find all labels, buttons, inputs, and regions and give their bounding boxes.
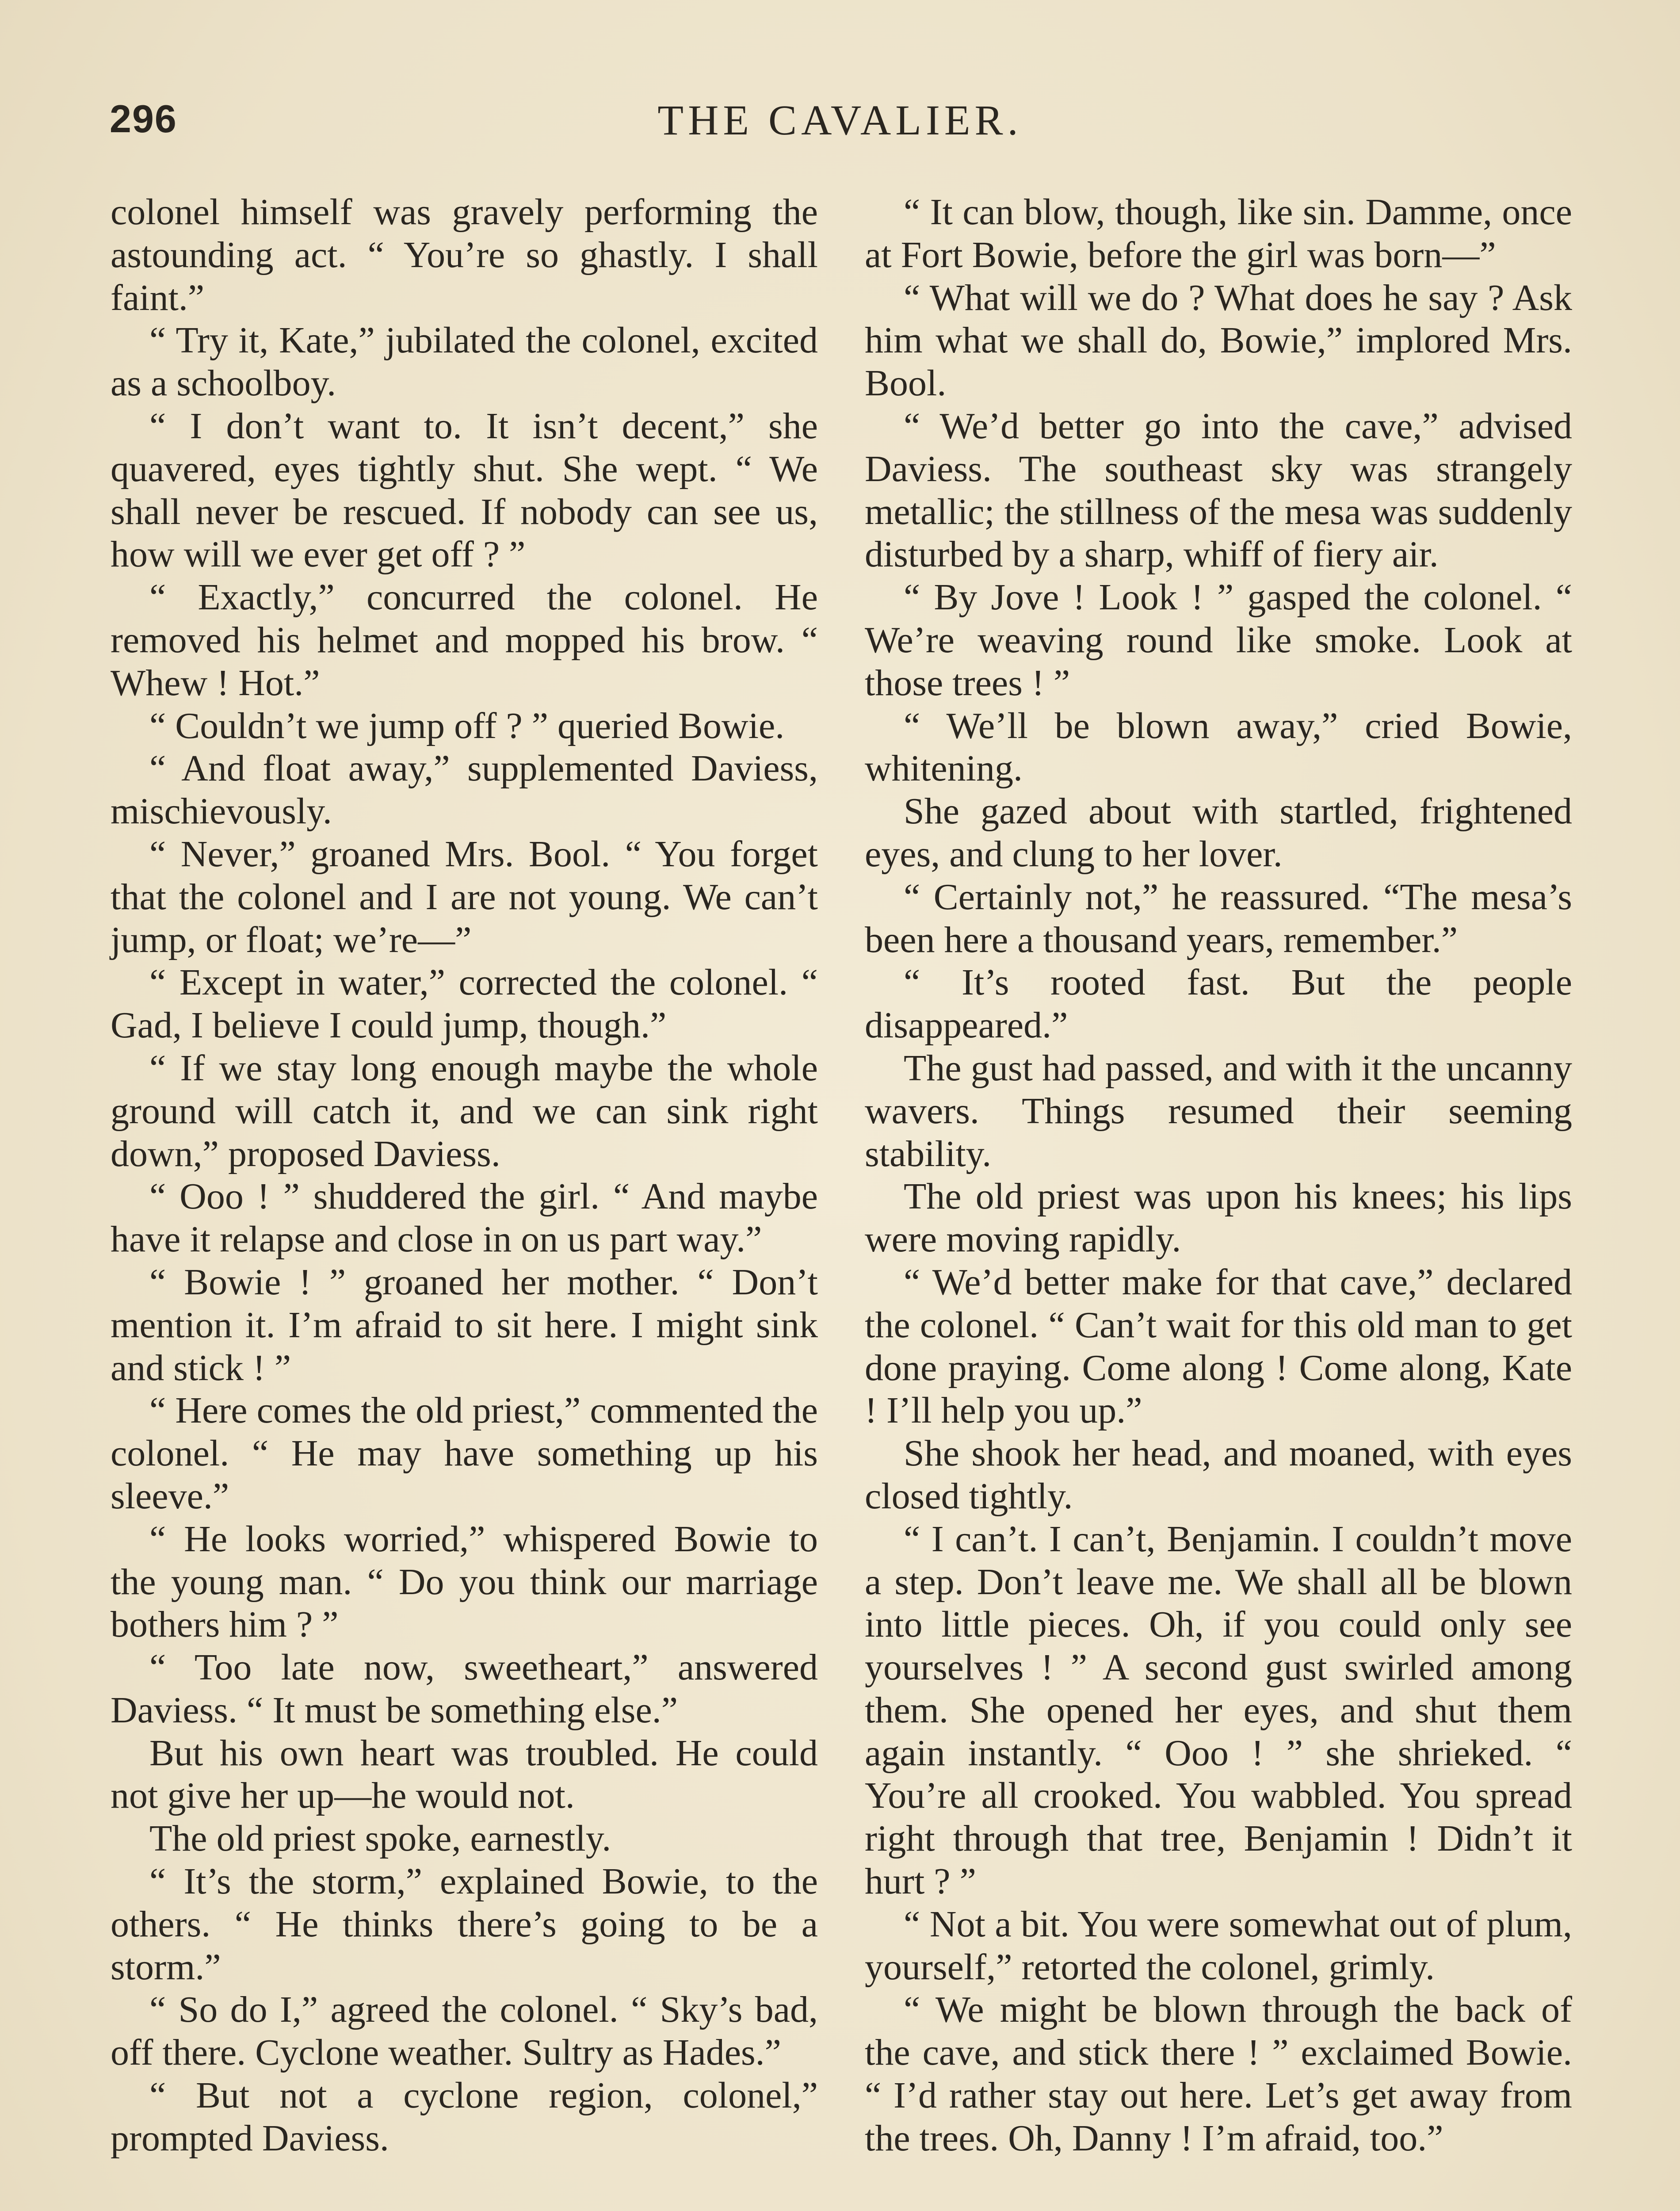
paragraph: “ Here comes the old priest,” commented the colonel. “ He may have something up his sleeve.”	[111, 1390, 818, 1517]
paragraph: “ What will we do ? What does he say ? Ask him what we shall do, Bowie,” implored Mrs. Bool.	[865, 277, 1572, 404]
paragraph: colonel himself was gravely performing the astounding act. “ You’re so ghastly. I shall faint.”	[111, 191, 818, 318]
paragraph: “ We’d better make for that cave,” declared the colonel. “ Can’t wait for this old man to get done praying. Come along ! Come along, Kate ! I’ll help you up.”	[865, 1261, 1572, 1431]
paragraph: “ I don’t want to. It isn’t decent,” she quavered, eyes tightly shut. She wept. “ We shall never be rescued. If nobody can see us, how will we ever get off ? ”	[111, 405, 818, 575]
paragraph: “ Never,” groaned Mrs. Bool. “ You forget that the colonel and I are not young. We can’t jump, or float; we’re—”	[111, 833, 818, 960]
paragraph: “ Not a bit. You were somewhat out of plum, yourself,” retorted the colonel, grimly.	[865, 1903, 1572, 1988]
page-header	[0, 88, 1680, 150]
paragraph: “ Ooo ! ” shuddered the girl. “ And maybe have it relapse and close in on us part way.”	[111, 1176, 818, 1260]
paragraph: “ Exactly,” concurred the colonel. He removed his helmet and mopped his brow. “ Whew ! Hot.”	[111, 577, 818, 704]
paragraph: “ We might be blown through the back of the cave, and stick there ! ” exclaimed Bowie. “ I’d rather stay out here. Let’s get away from the trees. Oh, Danny ! I’m afraid, too.”	[865, 1989, 1572, 2159]
page-number: 296	[110, 97, 177, 141]
paragraph: The old priest was upon his knees; his lips were moving rapidly.	[865, 1176, 1572, 1260]
paragraph: The old priest spoke, earnestly.	[149, 1818, 611, 1859]
paragraph: “ Except in water,” corrected the colonel. “ Gad, I believe I could jump, though.”	[111, 962, 818, 1046]
right-column	[865, 191, 1572, 2160]
paragraph: “ It’s rooted fast. But the people disappeared.”	[865, 962, 1572, 1046]
running-head: THE CAVALIER.	[657, 96, 1023, 144]
paragraph: “ Couldn’t we jump off ? ” queried Bowie.	[149, 705, 785, 746]
paragraph: “ And float away,” supplemented Daviess, mischievously.	[111, 748, 818, 832]
paragraph: “ Bowie ! ” groaned her mother. “ Don’t mention it. I’m afraid to sit here. I might sink and stick ! ”	[111, 1261, 818, 1389]
paragraph: “ If we stay long enough maybe the whole ground will catch it, and we can sink right down,” proposed Daviess.	[111, 1047, 818, 1174]
paragraph: She gazed about with startled, frightened eyes, and clung to her lover.	[865, 791, 1572, 875]
paragraph: The gust had passed, and with it the uncanny wavers. Things resumed their seeming stability.	[865, 1047, 1572, 1174]
paragraph: “ But not a cyclone region, colonel,” prompted Daviess.	[111, 2075, 818, 2159]
paragraph: “ Certainly not,” he reassured. “The mesa’s been here a thousand years, remember.”	[865, 876, 1572, 960]
paragraph: “ It’s the storm,” explained Bowie, to the others. “ He thinks there’s going to be a storm.”	[111, 1861, 818, 1988]
paragraph: But his own heart was troubled. He could not give her up—he would not.	[111, 1732, 818, 1817]
left-column	[111, 191, 818, 2160]
paragraph: “ By Jove ! Look ! ” gasped the colonel. “ We’re weaving round like smoke. Look at those trees ! ”	[865, 577, 1572, 704]
paragraph: “ Too late now, sweetheart,” answered Daviess. “ It must be something else.”	[111, 1647, 818, 1731]
paragraph: She shook her head, and moaned, with eyes closed tightly.	[865, 1433, 1572, 1517]
paragraph: “ He looks worried,” whispered Bowie to the young man. “ Do you think our marriage bothers him ? ”	[111, 1518, 818, 1645]
paragraph: “ We’ll be blown away,” cried Bowie, whitening.	[865, 705, 1572, 789]
paragraph: “ It can blow, though, like sin. Damme, once at Fort Bowie, before the girl was born—”	[865, 191, 1572, 275]
paragraph: “ Try it, Kate,” jubilated the colonel, excited as a schoolboy.	[111, 320, 818, 404]
paragraph: “ So do I,” agreed the colonel. “ Sky’s bad, off there. Cyclone weather. Sultry as Hades.”	[111, 1989, 818, 2073]
paragraph: “ We’d better go into the cave,” advised Daviess. The southeast sky was strangely metallic; the stillness of the mesa was suddenly disturbed by a sharp, whiff of fiery air.	[865, 405, 1572, 575]
paragraph: “ I can’t. I can’t, Benjamin. I couldn’t move a step. Don’t leave me. We shall all be blown into little pieces. Oh, if you could only see yourselves ! ” A second gust swirled among them. She opened her eyes, and shut them again instantly. “ Ooo ! ” she shrieked. “ You’re all crooked. You wabbled. You spread right through that tree, Benjamin ! Didn’t it hurt ? ”	[865, 1518, 1572, 1902]
